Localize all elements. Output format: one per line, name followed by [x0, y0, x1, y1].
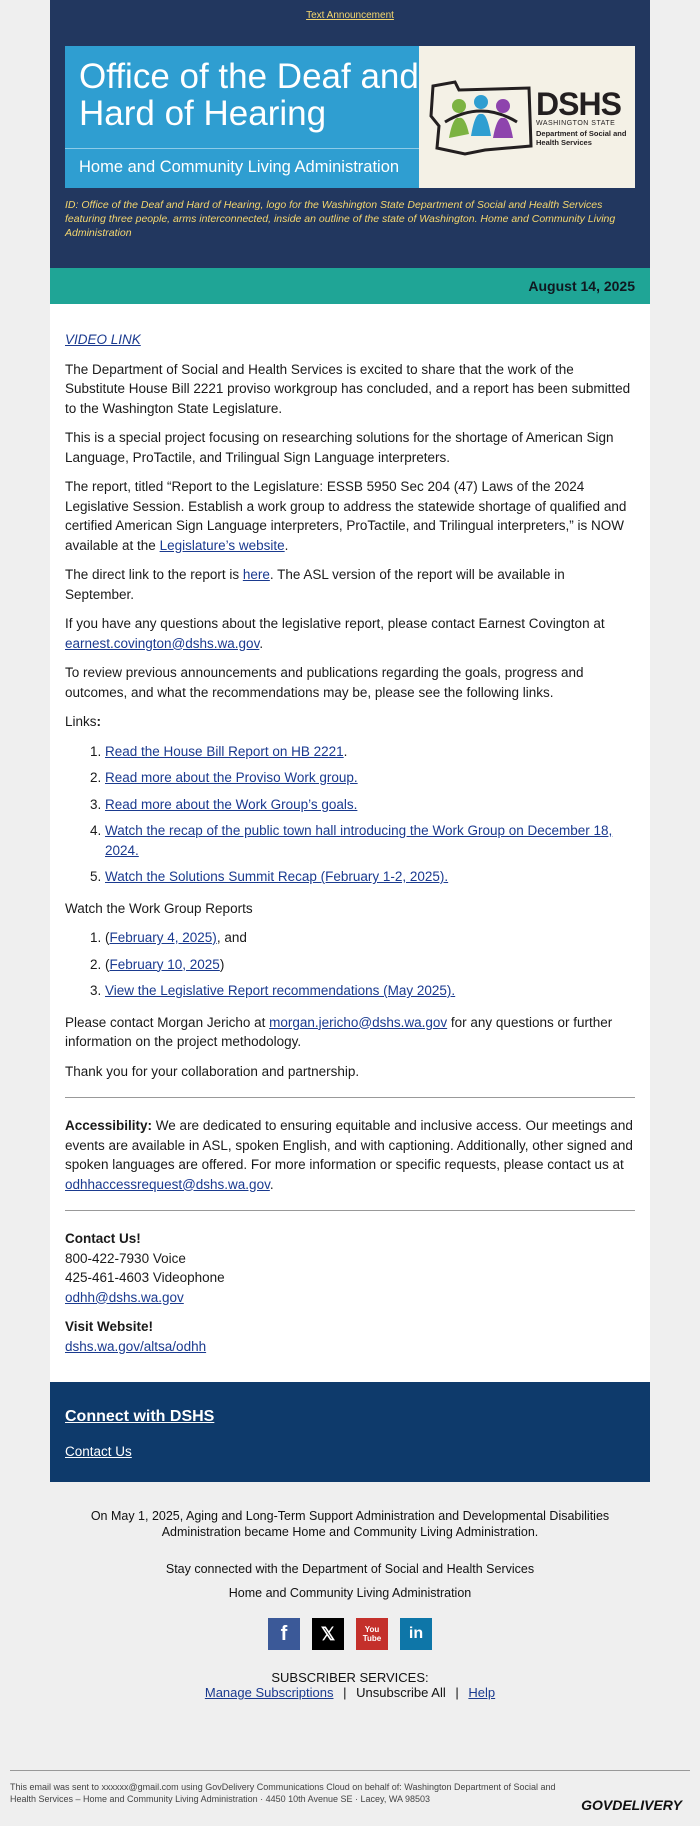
header [50, 0, 650, 268]
dshs-wordmark: DSHS [536, 86, 621, 122]
paragraph-project: This is a special project focusing on researching solutions for the shortage of American Sign Language, ProTactile, and Trilingual Sign Language interpreters. [65, 430, 614, 465]
odhh-email-link[interactable]: odhh@dshs.wa.gov [65, 1289, 184, 1305]
report-feb4-link[interactable]: February 4, 2025) [109, 930, 217, 945]
email-container [50, 0, 650, 1482]
website-heading: Visit Website! [65, 1319, 154, 1334]
bottom-footer [0, 1508, 700, 1700]
govdelivery-logo[interactable]: GOVDELIVERY [581, 1797, 682, 1813]
divider [65, 1097, 635, 1098]
dshs-logo [419, 46, 635, 188]
contact-us-link[interactable]: Contact Us [65, 1444, 132, 1459]
reports-label: Watch the Work Group Reports [65, 900, 253, 916]
access-request-email-link[interactable]: odhhaccessrequest@dshs.wa.gov [65, 1176, 270, 1192]
help-link[interactable]: Help [468, 1685, 496, 1700]
solutions-summit-link[interactable]: Watch the Solutions Summit Recap (February 1-2, 2025). [105, 869, 449, 884]
paragraph-direct-link: The direct link to the report is here. The ASL version of the report will be available in September. [65, 567, 565, 602]
video-link[interactable]: VIDEO LINK [65, 332, 141, 347]
image-description: ID: Office of the Deaf and Hard of Hearing, logo for the Washington State Department of Social and Health Services featuring three people, arms interconnected, inside an outline of the state of Washington. Home and Community Living Administration [65, 199, 616, 239]
house-bill-link[interactable]: Read the House Bill Report on HB 2221 [105, 743, 344, 759]
list-item: 2. (February 10, 2025) [105, 955, 635, 975]
list-item [105, 795, 635, 815]
report-feb10-link[interactable]: February 10, 2025 [109, 956, 220, 972]
dshs-state: WASHINGTON STATE [536, 120, 616, 127]
stay-connected: Stay connected with the Department of Social and Health Services [165, 1562, 535, 1576]
linkedin-icon[interactable]: in [400, 1618, 432, 1650]
paragraph-intro: The Department of Social and Health Services is excited to share that the work of the Substitute House Bill 2221 proviso workgroup has concluded, and a report has been submitted to the Washington State Legislature. [65, 361, 631, 416]
legal-text: This email was sent to xxxxxx@gmail.com using GovDelivery Communications Cloud on behalf of: Washington Department of Social and Health Services – Home and Community Living Administration · 4450 10th Avenue SE · Lacey, WA 98503 [10, 1782, 556, 1804]
banner-title: Office of the Deaf and Hard of Hearing [79, 57, 419, 133]
youtube-icon[interactable]: You Tube [356, 1618, 388, 1650]
contact-voice: 800-422-7930 Voice [65, 1250, 186, 1266]
subscriber-heading: SUBSCRIBER SERVICES: [271, 1670, 429, 1685]
paragraph-review: To review previous announcements and publications regarding the goals, progress and outcomes, and what the recommendations may be, please see the following links. [65, 665, 584, 700]
text-announcement-link[interactable]: Text Announcement [306, 10, 394, 21]
contact-videophone: 425-461-4603 Videophone [65, 1270, 225, 1285]
administration-name: Home and Community Living Administration [228, 1586, 472, 1600]
date-bar [50, 268, 650, 304]
list-item: 1. Read the House Bill Report on HB 2221. [105, 742, 635, 762]
list-item [105, 981, 635, 1001]
contact-block [65, 1229, 635, 1356]
connect-footer [50, 1382, 650, 1482]
paragraph-questions: If you have any questions about the legislative report, please contact Earnest Covington at earnest.covington@dshs.wa.gov. [65, 616, 605, 651]
dshs-department: Department of Social and Health Services [536, 129, 627, 147]
links-label: Links: [65, 714, 102, 729]
paragraph-thanks: Thank you for your collaboration and partnership. [65, 1063, 360, 1079]
list-item [105, 768, 635, 788]
accessibility-statement: Accessibility: We are dedicated to ensuring equitable and inclusive access. Our meetings and events are available in ASL, spoken English, and with captioning. Additionally, other signed and spoken languages are offered. For more information or specific requests, please contact us at odhhaccessrequest@dshs.wa.gov. [65, 1118, 633, 1192]
list-item [105, 867, 635, 887]
paragraph-report: The report, titled “Report to the Legislature: ESSB 5950 Sec 204 (47) Laws of the 2024 Legislative Session. Establish a work group to address the statewide shortage of qualified and certified American Sign Language interpreters, ProTactile, and Trilingual interpreters,” is NOW available at the Legislature’s website. [65, 479, 627, 553]
banner-subtitle-block [65, 148, 419, 188]
list-item [105, 821, 635, 860]
report-here-link[interactable]: here [242, 567, 270, 582]
links-list [65, 742, 635, 887]
proviso-workgroup-link[interactable]: Read more about the Proviso Work group. [105, 770, 358, 785]
list-item: 1. (February 4, 2025), and [105, 928, 635, 948]
legislative-recommendations-link[interactable]: View the Legislative Report recommendations (May 2025). [105, 983, 456, 998]
x-icon[interactable]: 𝕏 [312, 1618, 344, 1650]
covington-email-link[interactable]: earnest.covington@dshs.wa.gov [65, 635, 260, 651]
reports-list [65, 928, 635, 1001]
unsubscribe-all[interactable]: Unsubscribe All [356, 1685, 446, 1700]
social-links [0, 1618, 700, 1650]
odhh-website-link[interactable]: dshs.wa.gov/altsa/odhh [65, 1338, 207, 1354]
paragraph-contact-morgan: Please contact Morgan Jericho at morgan.jericho@dshs.wa.gov for any questions or further information on the project methodology. [65, 1014, 613, 1049]
legal-footer [10, 1770, 690, 1813]
washington-people-icon [425, 76, 537, 168]
legislature-website-link[interactable]: Legislature’s website [159, 537, 285, 553]
announcement-date: August 14, 2025 [528, 278, 635, 294]
town-hall-recap-link[interactable]: Watch the recap of the public town hall introducing the Work Group on December 18, 2024. [105, 823, 613, 858]
main-content [50, 304, 650, 1382]
contact-heading: Contact Us! [65, 1231, 141, 1246]
facebook-icon[interactable]: f [268, 1618, 300, 1650]
divider [65, 1210, 635, 1211]
workgroup-goals-link[interactable]: Read more about the Work Group’s goals. [105, 796, 358, 812]
connect-heading[interactable]: Connect with DSHS [65, 1408, 215, 1425]
hcla-notice: On May 1, 2025, Aging and Long-Term Support Administration and Developmental Disabilities Administration became Home and Community Living Administration. [90, 1509, 610, 1539]
banner-subtitle: Home and Community Living Administration [79, 158, 400, 176]
subscriber-links: Manage Subscriptions | Unsubscribe All | Help [204, 1685, 496, 1700]
manage-subscriptions-link[interactable]: Manage Subscriptions [204, 1685, 334, 1700]
jericho-email-link[interactable]: morgan.jericho@dshs.wa.gov [269, 1014, 448, 1030]
banner-title-block [65, 46, 419, 148]
